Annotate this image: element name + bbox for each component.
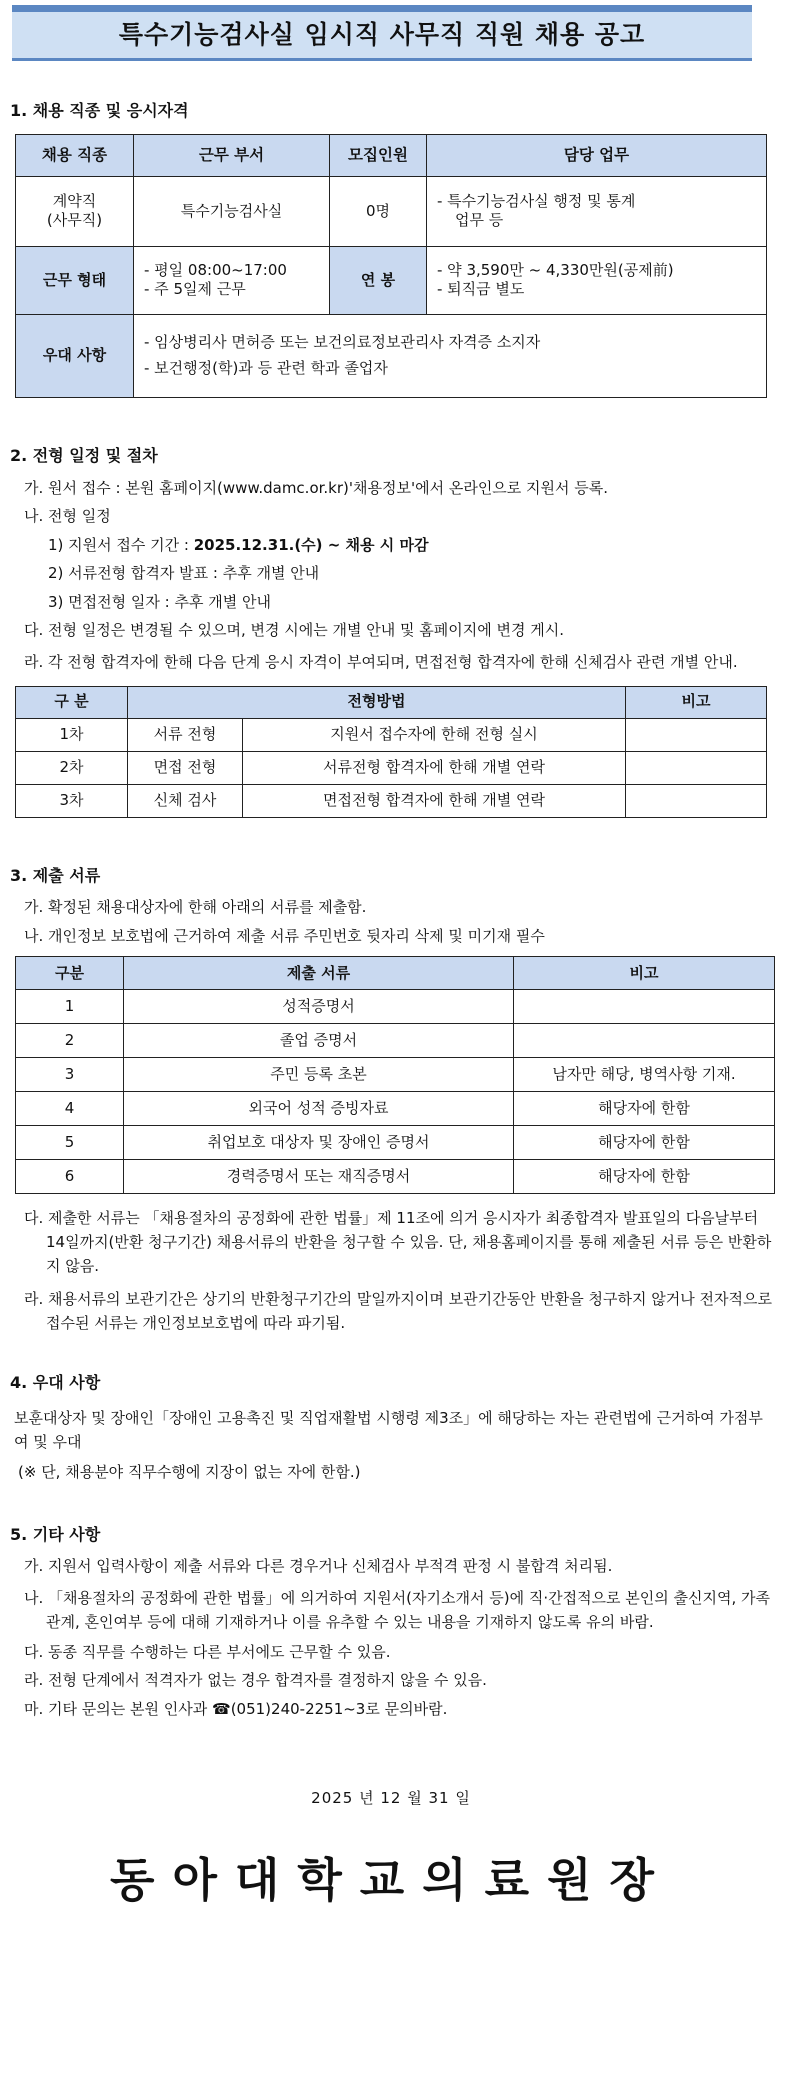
- note-cell: [626, 718, 767, 751]
- note-cell: [514, 1024, 775, 1058]
- table-row: [16, 1058, 775, 1092]
- note-cell: 남자만 해당, 병역사항 기재.: [514, 1058, 775, 1092]
- section-2-title: 2. 전형 일정 및 절차: [10, 445, 158, 465]
- no-cell: 1: [16, 990, 124, 1024]
- s2-item3: 3) 면접전형 일자 : 추후 개별 안내: [48, 592, 271, 611]
- method-desc-cell: 면접전형 합격자에 한해 개별 연락: [243, 784, 626, 817]
- work-cell: [134, 246, 330, 314]
- s2-item1-prefix: 1) 지원서 접수 기간 :: [48, 535, 194, 554]
- page-title: 특수기능검사실 임시직 사무직 직원 채용 공고: [118, 19, 646, 49]
- s5-ma: [24, 1700, 772, 1720]
- doc-cell: 외국어 성적 증빙자료: [124, 1092, 514, 1126]
- header-stage: 구 분: [16, 686, 128, 718]
- no-cell: 2: [16, 1024, 124, 1058]
- documents-table: [15, 956, 775, 1194]
- doc-cell: 취업보호 대상자 및 장애인 증명서: [124, 1126, 514, 1160]
- pref-line: - 임상병리사 면허증 또는 보건의료정보관리사 자격증 소지자: [144, 333, 541, 352]
- s5-da: 다. 동종 직무를 수행하는 다른 부서에도 근무할 수 있음.: [24, 1642, 391, 1661]
- s4-p2: (※ 단, 채용분야 직무수행에 지장이 없는 자에 한함.): [18, 1463, 361, 1482]
- s5-ma-prefix: 마. 기타 문의는 본원 인사과: [24, 1699, 212, 1718]
- header-dept: 근무 부서: [134, 134, 330, 176]
- selection-table: [15, 686, 767, 818]
- header-count: 모집인원: [330, 134, 427, 176]
- job-type-line: 계약직: [52, 191, 97, 210]
- table-row: [16, 1024, 775, 1058]
- section-4-title: 4. 우대 사항: [10, 1373, 101, 1393]
- s2-na: 나. 전형 일정: [24, 507, 111, 526]
- s5-ra: 라. 전형 단계에서 적격자가 없는 경우 합격자를 결정하지 않을 수 있음.: [24, 1671, 487, 1690]
- stage-cell: 1차: [16, 718, 128, 751]
- table-row: [16, 784, 767, 817]
- pref-line: - 보건행정(학)과 등 관련 학과 졸업자: [144, 358, 388, 377]
- doc-cell: 주민 등록 초본: [124, 1058, 514, 1092]
- work-label: 근무 형태: [16, 246, 134, 314]
- s2-item1: [48, 536, 772, 556]
- no-cell: 6: [16, 1160, 124, 1194]
- stage-cell: 3차: [16, 784, 128, 817]
- s2-item2: 2) 서류전형 합격자 발표 : 추후 개별 안내: [48, 564, 320, 583]
- work-line: - 주 5일제 근무: [144, 280, 246, 299]
- stage-cell: 2차: [16, 751, 128, 784]
- s5-ga: 가. 지원서 입력사항이 제출 서류와 다른 경우거나 신체검사 부적격 판정 시 불합격 처리됨.: [24, 1557, 613, 1576]
- section-1-title: 1. 채용 직종 및 응시자격: [10, 101, 189, 120]
- no-cell: 4: [16, 1092, 124, 1126]
- s3-na: 나. 개인정보 보호법에 근거하여 제출 서류 주민번호 뒷자리 삭제 및 미기재 필수: [24, 926, 545, 945]
- method-desc-cell: 지원서 접수자에 한해 전형 실시: [243, 718, 626, 751]
- header-method: 전형방법: [128, 686, 626, 718]
- table-row: [16, 1126, 775, 1160]
- salary-line: - 퇴직금 별도: [437, 280, 525, 299]
- note-cell: 해당자에 한함: [514, 1126, 775, 1160]
- doc-cell: 졸업 증명서: [124, 1024, 514, 1058]
- duties-line: 업무 등: [455, 211, 504, 230]
- duties-line: - 특수기능검사실 행정 및 통계: [437, 191, 636, 210]
- no-cell: 5: [16, 1126, 124, 1160]
- header-duties: 담당 업무: [427, 134, 767, 176]
- s2-ga: 가. 원서 접수 : 본원 홈페이지(www.damc.or.kr)'채용정보'에서 온라인으로 지원서 등록.: [24, 478, 609, 497]
- note-cell: 해당자에 한함: [514, 1092, 775, 1126]
- doc-cell: 성적증명서: [124, 990, 514, 1024]
- pref-cell: [134, 314, 767, 397]
- job-table: [15, 134, 767, 398]
- dept-cell: 특수기능검사실: [134, 176, 330, 246]
- duties-cell: [427, 176, 767, 246]
- table-row: [16, 990, 775, 1024]
- header-note: 비고: [626, 686, 767, 718]
- s2-ra: 라. 각 전형 합격자에 한해 다음 단계 응시 자격이 부여되며, 면접전형 합격자에 한해 신체검사 관련 개별 안내.: [24, 652, 738, 671]
- header-note: 비고: [514, 957, 775, 990]
- table-row: [16, 718, 767, 751]
- table-row: [16, 751, 767, 784]
- s2-item1-period: 2025.12.31.(수) ~ 채용 시 마감: [193, 535, 429, 554]
- s5-na: 나. 「채용절차의 공정화에 관한 법률」에 의거하여 지원서(자기소개서 등)에 직·간접적으로 본인의 출신지역, 가족관계, 혼인여부 등에 대해 기재하거나 이를 유추할 수 있는 내용을 기재하지 않도록 유의 바람.: [24, 1588, 771, 1631]
- table-row: [16, 1092, 775, 1126]
- s2-da: 다. 전형 일정은 변경될 수 있으며, 변경 시에는 개별 안내 및 홈페이지에 변경 게시.: [24, 621, 564, 640]
- note-cell: [626, 784, 767, 817]
- salary-label: 연 봉: [330, 246, 427, 314]
- s4-p1: 보훈대상자 및 장애인「장애인 고용촉진 및 직업재활법 시행령 제3조」에 해당하는 자는 관련법에 근거하여 가점부여 및 우대: [14, 1409, 763, 1452]
- note-cell: 해당자에 한함: [514, 1160, 775, 1194]
- no-cell: 3: [16, 1058, 124, 1092]
- pref-label: 우대 사항: [16, 314, 134, 397]
- s3-ga: 가. 확정된 채용대상자에 한해 아래의 서류를 제출함.: [24, 898, 367, 917]
- note-cell: [514, 990, 775, 1024]
- salary-cell: [427, 246, 767, 314]
- title-banner: [12, 5, 752, 61]
- header-job-type: 채용 직종: [16, 134, 134, 176]
- table-row: [16, 1160, 775, 1194]
- date-line: 2025 년 12 월 31 일: [311, 1789, 471, 1808]
- salary-line: - 약 3,590만 ~ 4,330만원(공제前): [437, 260, 674, 279]
- method-name-cell: 면접 전형: [128, 751, 243, 784]
- method-desc-cell: 서류전형 합격자에 한해 개별 연락: [243, 751, 626, 784]
- section-3-title: 3. 제출 서류: [10, 865, 101, 885]
- work-line: - 평일 08:00~17:00: [144, 260, 287, 279]
- method-name-cell: 신체 검사: [128, 784, 243, 817]
- s5-ma-phone: (051)240-2251~3로 문의바람.: [230, 1699, 448, 1718]
- job-type-line: (사무직): [46, 211, 103, 230]
- phone-icon: ☎: [212, 1699, 231, 1718]
- count-cell: 0명: [330, 176, 427, 246]
- note-cell: [626, 751, 767, 784]
- section-5-title: 5. 기타 사항: [10, 1524, 101, 1544]
- header-no: 구분: [16, 957, 124, 990]
- s3-ra: 라. 채용서류의 보관기간은 상기의 반환청구기간의 말일까지이며 보관기간동안 반환을 청구하지 않거나 전자적으로 접수된 서류는 개인정보보호법에 따라 파기됨.: [24, 1290, 772, 1333]
- s3-da: 다. 제출한 서류는 「채용절차의 공정화에 관한 법률」제 11조에 의거 응시자가 최종합격자 발표일의 다음날부터 14일까지(반환 청구기간) 채용서류의 반환을 청구할 수 있음. 단, 채용홈페이지를 통해 제출된 서류 등은 반환하지 않음.: [24, 1209, 772, 1276]
- doc-cell: 경력증명서 또는 재직증명서: [124, 1160, 514, 1194]
- signature: 동아대학교의료원장: [110, 1852, 672, 1907]
- header-doc: 제출 서류: [124, 957, 514, 990]
- method-name-cell: 서류 전형: [128, 718, 243, 751]
- job-type-cell: [16, 176, 134, 246]
